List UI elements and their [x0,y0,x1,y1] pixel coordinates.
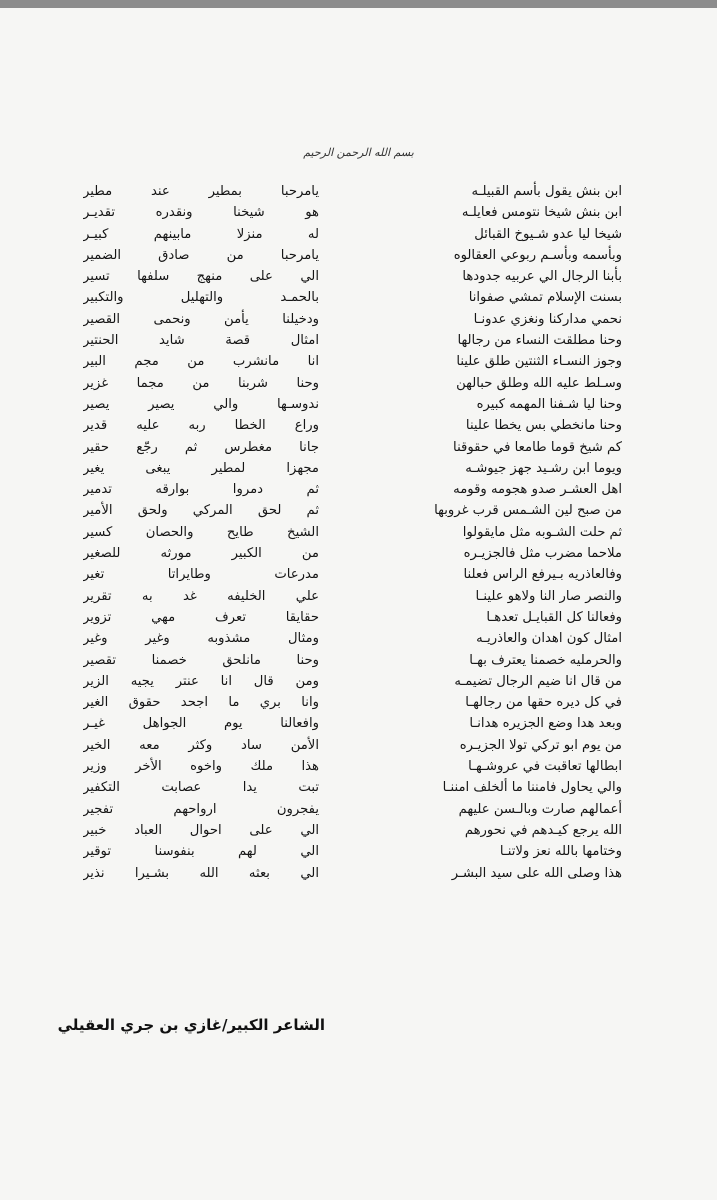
right-verse-line: شيخا ليا عدو شـيوخ القبائل [474,226,622,242]
right-verse-line: بسنت الإسلام تمشي صفوانا [468,290,622,306]
right-verse-line: وبعد هدا وضع الجزيره هدانـا [469,716,622,732]
left-verse-line: الي بعثه الله بشـيرا نذير [83,865,319,881]
left-verse-line: مجهزا لمطير يبغى يغير [83,460,319,476]
left-verse-line: ومن قال انا عنتر يجيه الزير [83,673,319,689]
left-verse-line: تبت يدا عصابت التكفير [83,780,319,796]
left-verse-line: يامرحبا بمطير عند مطير [83,184,319,199]
left-verse-line: مدرعات وطايراتا تغير [83,567,319,583]
left-verse-line: وراع الخطا ربه عليه قدير [83,418,319,434]
right-verse-line: بأبنا الرجال الي عربيه جدودها [462,269,622,285]
poet-signature: الشاعر الكبير/غازي بن جري العقيلي [57,1016,325,1034]
right-verse-line: هذا وصلى الله على سيد البشـر [451,865,622,881]
right-verse-line: والحرمليه خصمنا يعترف بهـا [469,652,622,668]
left-verse-line: الأمن ساد وكثر معه الخير [83,737,319,753]
top-status-strip [0,0,717,8]
right-verse-line: وحنا ليا شـفنا المهمه كبيره [476,396,622,412]
right-verse-line: وجوز النسـاء الثنتين طلق علينا [456,354,622,370]
left-verse-line: ندوسـها والي يصير يصير [83,396,319,412]
right-verse-line: امثال كون اهدان والعاذريـه [476,631,622,647]
right-verse-line: وحنا مطلقت النساء من رجالها [457,333,622,349]
right-verse-line: اهل العشـر صدو هجومه وقومه [453,482,622,498]
left-verse-line: ودخيلنا يأمن ونحمى القصير [83,311,319,327]
right-verse-line: من صبح لين الشـمس قرب غروبها [434,503,622,519]
left-verse-line: علي الخليفه غد به تقرير [83,588,319,604]
left-verse-line: الي على منهج سلفها تسير [83,269,319,285]
right-verse-line: وفالعاذريه بـيرفع الراس فعلنا [463,567,622,583]
left-verse-line: امثال قصة شايد الحنتير [83,333,319,349]
right-verse-line: نحمي مداركنا ونغزي عدونـا [473,311,622,327]
right-verse-line: وحنا مانخطي بس يخطا علينا [465,418,622,434]
left-verse-line: له منزلا مابينهم كبيـر [83,226,319,242]
left-verse-line: ومثال مشذوبه وغير وغير [83,631,319,647]
left-verse-line: ثم دمروا بوارقه تدمير [83,482,319,498]
right-verse-line: والي يحاول فامننا ما ألخلف امننـا [442,780,622,796]
right-verse-line: ويوما ابن رشـيد جهز جيوشـه [465,460,622,476]
left-verse-line: الشيخ طايح والحصان كسير [83,524,319,540]
left-verse-line: يفجرون ارواحهم تفجير [83,801,319,817]
right-verse-line: ابطالها تعاقبت في عروشـهـا [468,759,622,775]
right-verse-line: ملاحما مضرب مثل فالجزيـره [463,546,622,562]
left-verse-line: جانا مغطرس ثم رجّع حقير [83,439,319,455]
left-verse-line: وافعالنا يوم الجواهل غيـر [83,716,319,732]
right-verse-line: والنصر صار النا ولاهو علينـا [475,588,622,604]
left-verse-line: انا مانشرب من مجم البير [83,354,319,370]
right-hemistich-column [367,181,622,884]
left-verse-line: من الكبير مورثه للصغير [83,546,319,562]
left-verse-line: بالحمـد والتهليل والتكبير [83,290,319,306]
right-verse-line: وختامها بالله نعز ولاتنـا [499,844,622,860]
right-verse-line: من قال انا ضيم الرجال تضيمـه [454,673,622,689]
left-verse-line: حقايقا تعرف مهي تزوير [83,609,319,625]
left-verse-line: وحنا شربنا من مجما غزير [83,375,319,391]
left-verse-line: وانا بري ما اجحد حقوق الغير [83,695,319,711]
left-hemistich-column [83,181,319,884]
left-verse-line: يامرحبا من صادق الضمير [83,247,319,263]
right-verse-line: ابن بنش يقول بأسم القبيلـه [471,184,622,199]
left-verse-line: الي على احوال العباد خبير [83,822,319,838]
basmala-heading: بسم الله الرحمن الرحيم [303,146,414,159]
right-verse-line: من يوم ابو تركي تولا الجزيـره [459,737,622,753]
left-verse-line: هو شيخنا ونقدره تقديـر [83,205,319,221]
right-verse-line: في كل ديره حقها من رجالهـا [465,695,622,711]
left-verse-line: وحنا مانلحق خصمنا تقصير [83,652,319,668]
right-verse-line: أعمالهم صارت وبالـسن عليهم [458,801,622,817]
left-verse-line: هذا ملك واخوه الأخر وزير [83,759,319,775]
left-verse-line: ثم لحق المركي ولحق الأمير [83,503,319,519]
scanned-poem-page [0,8,717,1200]
right-verse-line: الله يرجع كيـدهم في نحورهم [464,822,622,838]
left-verse-line: الي لهم بنفوسنا توقير [83,844,319,860]
right-verse-line: وفعالنا كل القبايـل تعدهـا [486,609,622,625]
right-verse-line: وبأسمه وبأسـم ربوعي العقالوه [453,247,622,263]
right-verse-line: ابن بنش شيخا نتومس فعايلـه [461,205,622,221]
right-verse-line: وسـلط عليه الله وطلق حبالهن [456,375,622,391]
right-verse-line: ثم حلت الشـوبه مثل مايقولوا [462,524,622,540]
right-verse-line: كم شيخ قوما طامعا في حقوقنا [453,439,622,455]
